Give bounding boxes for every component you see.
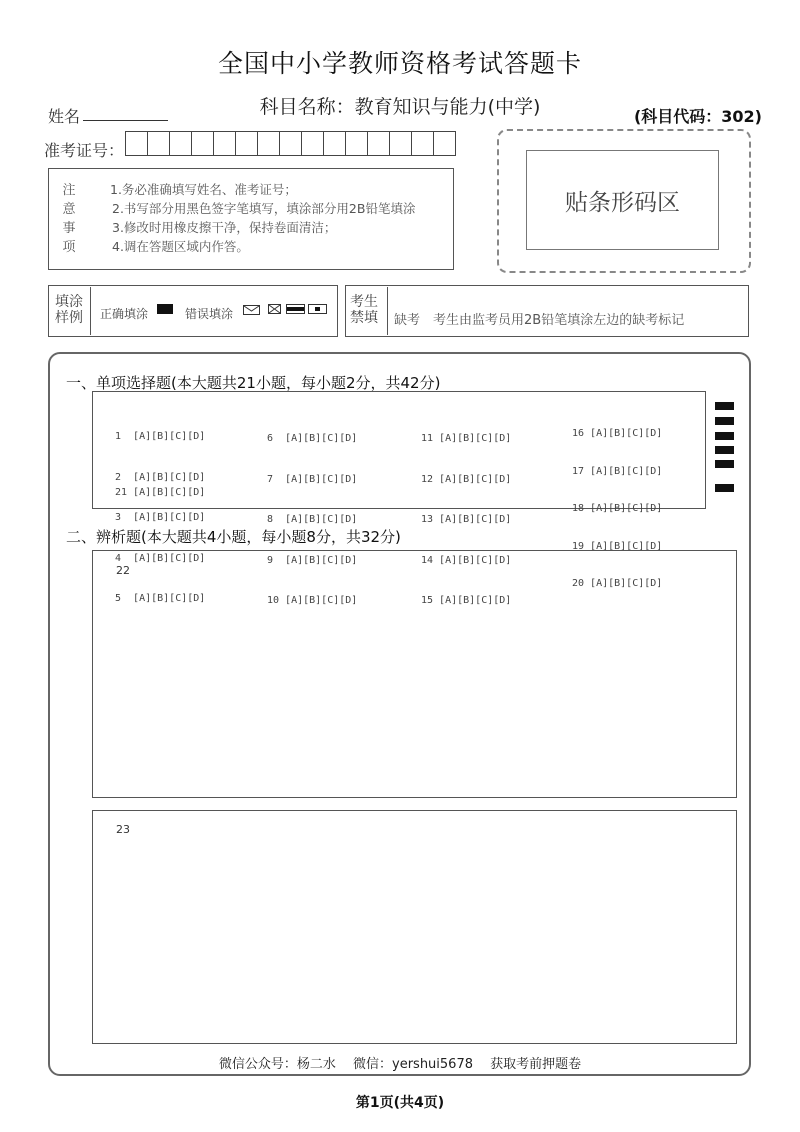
question-number: 22 <box>116 564 130 577</box>
exam-id-label: 准考证号： <box>44 141 125 160</box>
answer-box-23[interactable] <box>92 810 737 1044</box>
notice-side-label: 注 意 事 项 <box>62 183 76 255</box>
footer-text: 微信公众号：杨二水 微信：yershui5678 获取考前押题卷 <box>218 1057 582 1072</box>
choice-row[interactable]: 1 [A][B][C][D] <box>115 431 206 442</box>
absence-mark-text[interactable]: 缺考 考生由监考员用2B铅笔填涂左边的缺考标记 <box>394 313 685 328</box>
correct-fill-mark-icon <box>157 304 173 314</box>
choice-row[interactable]: 10 [A][B][C][D] <box>267 595 358 606</box>
choice-row[interactable]: 21 [A][B][C][D] <box>115 487 206 498</box>
notice-item: 4.调在答题区域内作答。 <box>112 239 249 254</box>
choice-row[interactable]: 15 [A][B][C][D] <box>421 595 512 606</box>
choice-row[interactable]: 6 [A][B][C][D] <box>267 433 358 444</box>
choice-row[interactable]: 19 [A][B][C][D] <box>572 540 663 552</box>
choice-row[interactable]: 8 [A][B][C][D] <box>267 514 358 525</box>
choice-row[interactable]: 13 [A][B][C][D] <box>421 514 512 525</box>
choice-row[interactable]: 14 [A][B][C][D] <box>421 554 512 566</box>
timing-mark <box>715 432 734 440</box>
correct-fill-label: 正确填涂 <box>100 307 149 321</box>
exam-id-digit-box[interactable] <box>301 131 324 156</box>
section-1-title: 一、单项选择题(本大题共21小题，每小题2分，共42分) <box>66 374 441 392</box>
exam-id-digit-box[interactable] <box>191 131 214 156</box>
fill-example-label: 填涂样例 <box>55 294 83 326</box>
exam-id-digit-box[interactable] <box>345 131 368 156</box>
exam-id-digit-box[interactable] <box>411 131 434 156</box>
absence-label: 考生禁填 <box>350 294 378 326</box>
choice-row[interactable]: 11 [A][B][C][D] <box>421 433 512 444</box>
choice-row[interactable]: 5 [A][B][C][D] <box>115 593 206 604</box>
exam-id-digit-box[interactable] <box>257 131 280 156</box>
choice-row[interactable]: 16 [A][B][C][D] <box>572 428 663 439</box>
page-title: 全国中小学教师资格考试答题卡 <box>217 49 582 78</box>
timing-mark <box>715 446 734 454</box>
exam-id-digit-box[interactable] <box>147 131 170 156</box>
choice-row[interactable]: 9 [A][B][C][D] <box>267 554 358 566</box>
timing-mark <box>715 417 734 425</box>
wrong-fill-marks-icon <box>243 302 333 316</box>
timing-mark <box>715 460 734 468</box>
notice-item: 3.修改时用橡皮擦干净，保持卷面清洁； <box>112 220 337 235</box>
subject-code: (科目代码：302) <box>633 107 762 126</box>
notice-list <box>110 180 415 256</box>
barcode-label: 贴条形码区 <box>526 150 719 250</box>
exam-id-digit-box[interactable] <box>213 131 236 156</box>
divider <box>387 287 388 335</box>
notice-item: 1.务必准确填写姓名、准考证号； <box>110 182 297 197</box>
page-number: 第1页(共4页) <box>355 1095 445 1111</box>
choice-row[interactable]: 12 [A][B][C][D] <box>421 473 512 485</box>
choice-row[interactable]: 18 [A][B][C][D] <box>572 503 663 514</box>
choice-row[interactable]: 20 [A][B][C][D] <box>572 578 663 589</box>
question-number: 23 <box>116 823 130 836</box>
choice-row[interactable]: 3 [A][B][C][D] <box>115 512 206 523</box>
exam-id-field[interactable] <box>125 131 455 156</box>
exam-id-digit-box[interactable] <box>125 131 148 156</box>
wrong-fill-label: 错误填涂 <box>185 307 234 321</box>
choice-row[interactable]: 4 [A][B][C][D] <box>115 552 206 564</box>
exam-id-digit-box[interactable] <box>389 131 412 156</box>
exam-id-digit-box[interactable] <box>169 131 192 156</box>
exam-id-digit-box[interactable] <box>433 131 456 156</box>
notice-item: 2.书写部分用黑色签字笔填写，填涂部分用2B铅笔填涂 <box>112 201 416 216</box>
timing-mark <box>715 402 734 410</box>
name-label: 姓名 <box>48 107 81 126</box>
exam-id-digit-box[interactable] <box>235 131 258 156</box>
choice-row[interactable]: 7 [A][B][C][D] <box>267 473 358 485</box>
timing-mark <box>715 484 734 492</box>
name-field[interactable] <box>83 120 168 121</box>
exam-id-digit-box[interactable] <box>323 131 346 156</box>
choice-row[interactable]: 2 [A][B][C][D] <box>115 471 206 483</box>
exam-id-digit-box[interactable] <box>367 131 390 156</box>
section-2-title: 二、辨析题(本大题共4小题，每小题8分，共32分) <box>66 528 401 546</box>
exam-id-digit-box[interactable] <box>279 131 302 156</box>
divider <box>90 287 91 335</box>
choice-row[interactable]: 17 [A][B][C][D] <box>572 465 663 477</box>
answer-box-22[interactable] <box>92 550 737 798</box>
subject-name: 科目名称：教育知识与能力(中学) <box>259 96 541 118</box>
